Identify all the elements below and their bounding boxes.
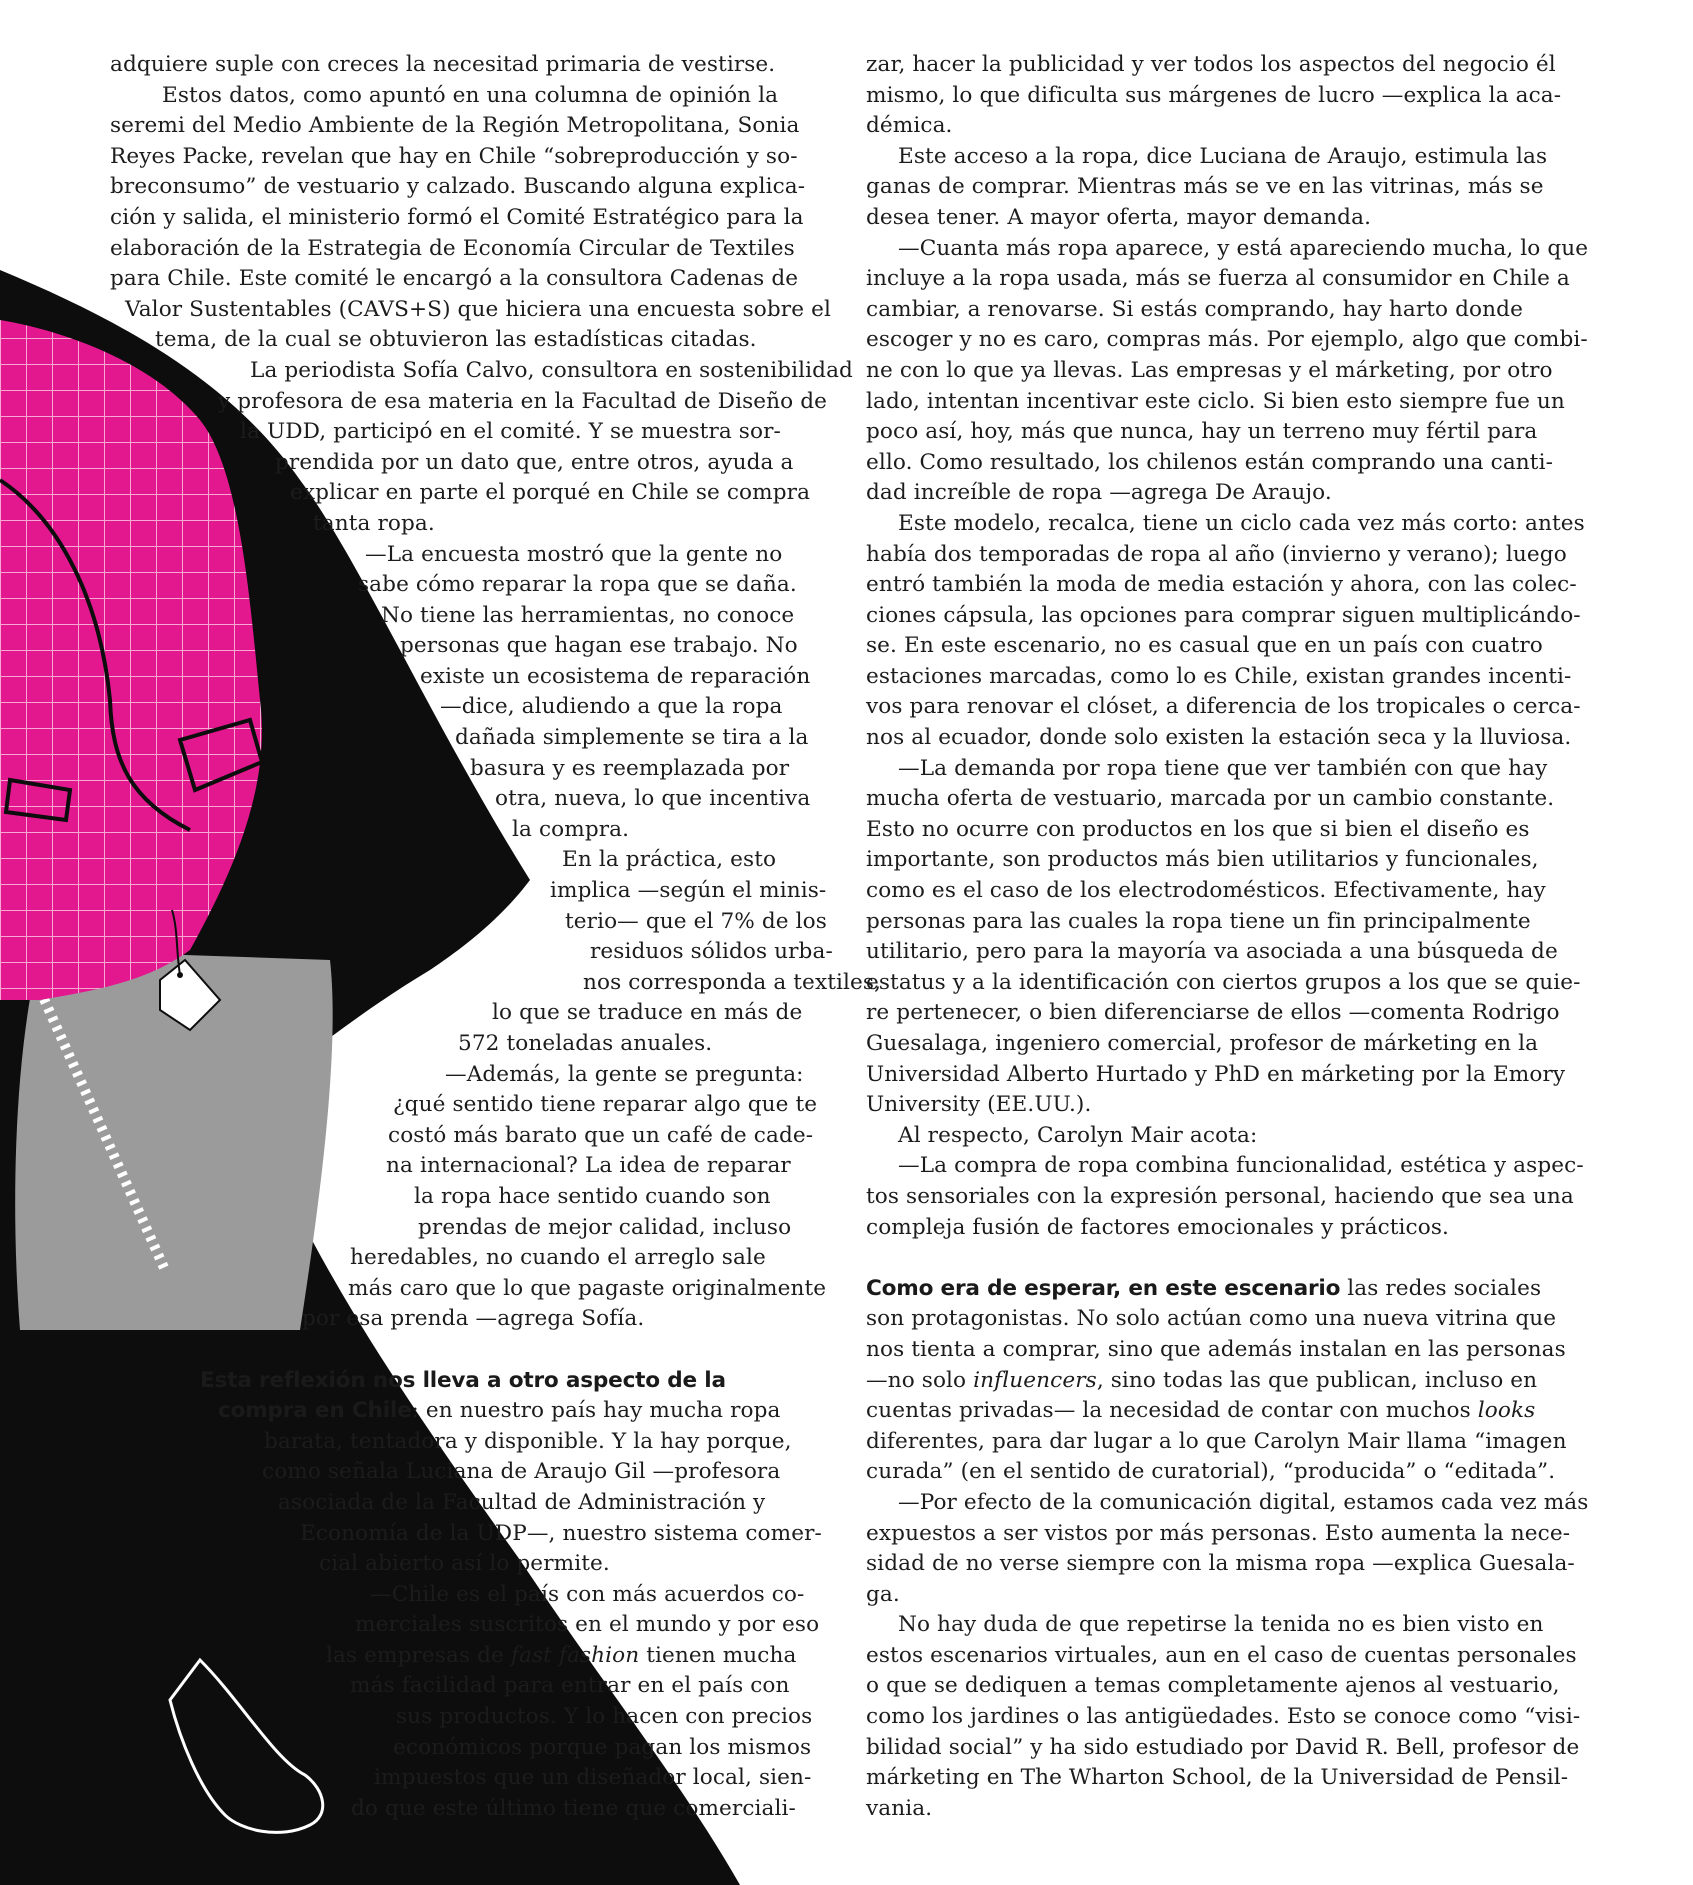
line-text: na internacional? La idea de reparar <box>386 1153 791 1179</box>
right-text-line <box>866 356 1586 387</box>
right-text-line <box>866 845 1586 876</box>
line-text: implica —según el minis- <box>550 878 827 904</box>
right-text-line <box>866 1610 1586 1641</box>
line-text: más facilidad para entrar en el país con <box>350 1673 790 1699</box>
line-text: poco así, hoy, más que nunca, hay un terreno muy fértil para <box>866 419 1538 445</box>
right-text-line <box>866 1366 1586 1397</box>
right-text-line <box>866 417 1586 448</box>
right-text-line <box>866 1641 1586 1672</box>
right-text-line <box>866 815 1586 846</box>
line-text: son protagonistas. No solo actúan como una nueva vitrina que <box>866 1306 1557 1332</box>
line-text: , sino todas las que publican, incluso en <box>1096 1367 1538 1393</box>
line-text: ciones cápsula, las opciones para comprar siguen multiplicándo- <box>866 602 1581 628</box>
line-text: la ropa hace sentido cuando son <box>414 1183 771 1209</box>
right-text-line <box>866 784 1586 815</box>
left-text-line <box>0 1029 830 1060</box>
line-text: estatus y a la identificación con ciertos grupos a los que se quie- <box>866 969 1581 995</box>
line-text: En la práctica, esto <box>562 847 777 873</box>
right-text-line <box>866 111 1586 142</box>
line-text: por esa prenda —agrega Sofía. <box>302 1306 645 1332</box>
line-text: márketing en The Wharton School, de la Universidad de Pensil- <box>866 1765 1569 1791</box>
line-text: utilitario, pero para la mayoría va asociada a una búsqueda de <box>866 939 1558 965</box>
left-text-line <box>0 754 830 785</box>
line-text: Estos datos, como apuntó en una columna de opinión la <box>162 82 779 108</box>
italic-term: looks <box>1477 1398 1536 1424</box>
right-text-line <box>866 81 1586 112</box>
line-text: las redes sociales <box>1340 1275 1542 1301</box>
right-text-line <box>866 1763 1586 1794</box>
right-text-line <box>866 172 1586 203</box>
line-text: basura y es reemplazada por <box>470 755 790 781</box>
line-text: desea tener. A mayor oferta, mayor demanda. <box>866 204 1372 230</box>
line-text: como señala Luciana de Araujo Gil —profesora <box>262 1459 781 1485</box>
line-text: mucha oferta de vestuario, marcada por un cambio constante. <box>866 786 1555 812</box>
left-text-line <box>0 876 830 907</box>
line-text: vos para renovar el clóset, a diferencia de los tropicales o cerca- <box>866 694 1581 720</box>
left-text-line <box>0 815 830 846</box>
line-text: la UDD, participó en el comité. Y se muestra sor- <box>240 419 781 445</box>
line-text: adquiere suple con creces la necesitad primaria de vestirse. <box>110 52 776 77</box>
line-text: impuestos que un diseñador local, sien- <box>374 1765 812 1791</box>
line-text: sabe cómo reparar la ropa que se daña. <box>358 572 797 598</box>
line-text: ¿qué sentido tiene reparar algo que te <box>393 1092 818 1118</box>
right-text-line <box>866 50 1586 81</box>
line-text: barata, tentadora y disponible. Y la hay porque, <box>264 1428 792 1454</box>
line-text: cambiar, a renovarse. Si estás comprando, hay harto donde <box>866 296 1523 322</box>
left-text-line <box>0 1304 830 1335</box>
left-text-line <box>0 417 830 448</box>
right-text-line <box>866 1794 1586 1825</box>
line-text: zar, hacer la publicidad y ver todos los aspectos del negocio él <box>866 52 1556 77</box>
left-text-line <box>0 1427 830 1458</box>
right-text-line <box>866 968 1586 999</box>
line-text: tos sensoriales con la expresión personal, haciendo que sea una <box>866 1183 1574 1209</box>
lead-in-bold: compra en Chile <box>218 1398 412 1424</box>
line-text: terio— que el 7% de los <box>565 908 827 934</box>
line-text: No tiene las herramientas, no conoce <box>381 602 795 628</box>
left-text-line <box>0 1396 830 1427</box>
left-text-line <box>0 1641 830 1672</box>
right-text-line <box>866 998 1586 1029</box>
right-text-line <box>866 1671 1586 1702</box>
lead-in-bold: Como era de esperar, en este escenario <box>866 1275 1341 1301</box>
line-text: —La compra de ropa combina funcionalidad, estética y aspec- <box>898 1153 1584 1179</box>
right-text-line <box>866 509 1586 540</box>
right-text-line <box>866 1121 1586 1152</box>
left-text-line <box>0 968 882 999</box>
line-text: estaciones marcadas, como lo es Chile, existan grandes incenti- <box>866 663 1572 689</box>
left-text-line <box>0 1580 830 1611</box>
right-text-line <box>866 1457 1586 1488</box>
line-text: Esto no ocurre con productos en los que si bien el diseño es <box>866 816 1530 842</box>
right-text-line <box>866 325 1586 356</box>
line-text: ne con lo que ya llevas. Las empresas y el márketing, por otro <box>866 357 1553 383</box>
line-text: ello. Como resultado, los chilenos están comprando una canti- <box>866 449 1553 475</box>
line-text: do que este último tiene que comerciali- <box>351 1795 796 1821</box>
left-text-line <box>0 1457 830 1488</box>
right-text-line <box>866 1519 1586 1550</box>
left-text-line <box>0 509 830 540</box>
right-text-line <box>866 723 1586 754</box>
left-text-line <box>0 1610 830 1641</box>
line-text: vania. <box>866 1795 933 1821</box>
left-text-line <box>0 1702 830 1733</box>
right-text-line <box>866 264 1586 295</box>
line-text: nos al ecuador, donde solo existen la estación seca y la lluviosa. <box>866 725 1572 751</box>
line-text: heredables, no cuando el arreglo sale <box>350 1245 766 1271</box>
right-text-line <box>866 142 1586 173</box>
line-text: dad increíble de ropa —agrega De Araujo. <box>866 480 1332 506</box>
line-text: 572 toneladas anuales. <box>458 1031 713 1056</box>
right-text-line <box>866 1029 1586 1060</box>
left-text-line <box>0 1243 830 1274</box>
left-text-line <box>0 937 833 968</box>
line-text: o que se dediquen a temas completamente ajenos al vestuario, <box>866 1673 1560 1699</box>
right-text-line <box>866 1274 1586 1305</box>
line-text: nos corresponda a textiles, <box>583 969 882 995</box>
left-text-line <box>0 1794 830 1825</box>
line-text: cial abierto así lo permite. <box>319 1551 610 1577</box>
left-text-line <box>0 325 830 356</box>
line-text: entró también la moda de media estación y ahora, con las colec- <box>866 572 1577 598</box>
left-text-line <box>0 1274 830 1305</box>
line-text: las empresas de <box>326 1642 511 1668</box>
left-text-line <box>0 264 830 295</box>
left-text-line <box>0 172 830 203</box>
right-text-line <box>866 1182 1586 1213</box>
left-text-line <box>0 1335 830 1366</box>
left-text-line <box>0 692 830 723</box>
right-text-line <box>866 1304 1586 1335</box>
left-text-line <box>0 1549 830 1580</box>
line-text: —La demanda por ropa tiene que ver también con que hay <box>898 755 1548 781</box>
right-text-line <box>866 448 1586 479</box>
left-text-line <box>0 1060 830 1091</box>
right-text-line <box>866 1549 1586 1580</box>
left-text-line <box>0 1121 830 1152</box>
lead-in-bold: Esta reflexión nos lleva a otro aspecto de la <box>200 1367 726 1393</box>
right-text-line <box>866 1090 1586 1121</box>
line-text: como es el caso de los electrodomésticos. Efectivamente, hay <box>866 878 1546 904</box>
line-text: tanta ropa. <box>313 510 435 536</box>
right-text-line <box>866 876 1586 907</box>
right-text-line <box>866 387 1586 418</box>
line-text: ga. <box>866 1581 900 1607</box>
right-text-line <box>866 203 1586 234</box>
left-text-line <box>0 1519 830 1550</box>
left-text-line <box>0 356 853 387</box>
line-text: residuos sólidos urba- <box>590 939 833 965</box>
line-text: importante, son productos más bien utilitarios y funcionales, <box>866 847 1539 873</box>
line-text: nos tienta a comprar, sino que además instalan en las personas <box>866 1336 1566 1362</box>
left-text-line <box>0 1763 830 1794</box>
line-text: había dos temporadas de ropa al año (invierno y verano); luego <box>866 541 1567 567</box>
left-text-line <box>0 631 830 662</box>
left-text-line <box>0 662 830 693</box>
right-text-line <box>866 1396 1586 1427</box>
left-text-line <box>0 570 830 601</box>
right-text-line <box>866 1733 1586 1764</box>
line-text: lado, intentan incentivar este ciclo. Si bien esto siempre fue un <box>866 388 1565 414</box>
right-text-line <box>866 907 1586 938</box>
line-text: University (EE.UU.). <box>866 1092 1092 1118</box>
right-text-line <box>866 662 1586 693</box>
line-text: La periodista Sofía Calvo, consultora en sostenibilidad <box>250 357 853 383</box>
italic-term: fast fashion <box>510 1642 640 1668</box>
right-text-line <box>866 631 1586 662</box>
line-text: —Por efecto de la comunicación digital, estamos cada vez más <box>898 1489 1589 1515</box>
line-text: para Chile. Este comité le encargó a la consultora Cadenas de <box>110 266 799 292</box>
left-column-text <box>0 50 882 1824</box>
line-text: asociada de la Facultad de Administración y <box>278 1489 766 1515</box>
right-text-line <box>866 478 1586 509</box>
right-text-line <box>866 754 1586 785</box>
line-text: Este acceso a la ropa, dice Luciana de Araujo, estimula las <box>898 143 1548 169</box>
right-text-line <box>866 1488 1589 1519</box>
line-text: elaboración de la Estrategia de Economía Circular de Textiles <box>110 235 795 261</box>
left-text-line <box>0 540 830 571</box>
right-text-line <box>866 1427 1586 1458</box>
line-text: incluye a la ropa usada, más se fuerza al consumidor en Chile a <box>866 266 1570 292</box>
left-text-line <box>0 998 830 1029</box>
left-text-line <box>0 723 830 754</box>
line-text: Guesalaga, ingeniero comercial, profesor de márketing en la <box>866 1031 1539 1056</box>
line-text: merciales suscritos en el mundo y por eso <box>355 1612 820 1638</box>
line-text: Universidad Alberto Hurtado y PhD en márketing por la Emory <box>866 1061 1566 1087</box>
left-text-line <box>0 1671 830 1702</box>
right-text-line <box>866 1151 1586 1182</box>
line-text: diferentes, para dar lugar a lo que Carolyn Mair llama “imagen <box>866 1428 1567 1454</box>
line-text: cuentas privadas— la necesidad de contar con muchos <box>866 1398 1478 1424</box>
left-text-line <box>0 784 830 815</box>
line-text: —Además, la gente se pregunta: <box>445 1061 804 1087</box>
left-text-line <box>0 601 830 632</box>
line-text: ción y salida, el ministerio formó el Comité Estratégico para la <box>110 204 804 230</box>
right-text-line <box>866 1702 1586 1733</box>
right-text-line <box>866 570 1586 601</box>
line-text: tema, de la cual se obtuvieron las estadísticas citadas. <box>155 327 757 353</box>
line-text: Al respecto, Carolyn Mair acota: <box>898 1122 1258 1148</box>
right-text-line <box>866 295 1586 326</box>
line-text: personas para las cuales la ropa tiene un fin principalmente <box>866 908 1531 934</box>
left-text-line <box>0 111 830 142</box>
right-text-line <box>866 540 1586 571</box>
line-text: tienen mucha <box>639 1642 797 1668</box>
line-text: sidad de no verse siempre con la misma ropa —explica Guesala- <box>866 1551 1575 1577</box>
left-text-line <box>0 142 830 173</box>
left-text-line <box>0 50 830 81</box>
line-text: No hay duda de que repetirse la tenida no es bien visto en <box>898 1612 1544 1638</box>
line-text: otra, nueva, lo que incentiva <box>495 786 811 812</box>
line-text: sus productos. Y lo hacen con precios <box>396 1704 813 1730</box>
line-text: démica. <box>866 113 953 139</box>
right-text-line <box>866 601 1586 632</box>
line-text: bilidad social” y ha sido estudiado por David R. Bell, profesor de <box>866 1734 1580 1760</box>
line-text: breconsumo” de vestuario y calzado. Buscando alguna explica- <box>110 174 806 200</box>
line-text: como los jardines o las antigüedades. Esto se conoce como “visi- <box>866 1704 1581 1730</box>
right-text-line <box>866 1243 1586 1274</box>
right-text-line <box>866 692 1586 723</box>
right-text-line <box>866 1335 1586 1366</box>
line-text: económicos porque pagan los mismos <box>393 1734 812 1760</box>
line-text: —no solo <box>866 1367 974 1393</box>
line-text: existe un ecosistema de reparación <box>420 663 811 689</box>
line-text: lo que se traduce en más de <box>492 1000 803 1026</box>
left-text-line <box>0 1733 830 1764</box>
left-text-line <box>0 448 830 479</box>
right-text-line <box>866 1213 1586 1244</box>
line-text: Valor Sustentables (CAVS+S) que hiciera una encuesta sobre el <box>125 296 831 322</box>
line-text: compleja fusión de factores emocionales y prácticos. <box>866 1214 1449 1240</box>
italic-term: influencers <box>973 1367 1097 1393</box>
line-text: re pertenecer, o bien diferenciarse de ellos —comenta Rodrigo <box>866 1000 1560 1026</box>
line-text: prendida por un dato que, entre otros, ayuda a <box>275 449 794 475</box>
left-text-line <box>0 1366 830 1397</box>
line-text: la compra. <box>512 816 630 842</box>
line-text: expuestos a ser vistos por más personas. Esto aumenta la nece- <box>866 1520 1571 1546</box>
line-text: personas que hagan ese trabajo. No <box>400 633 798 659</box>
left-text-line <box>0 1090 830 1121</box>
line-text: ganas de comprar. Mientras más se ve en las vitrinas, más se <box>866 174 1544 200</box>
line-text: se. En este escenario, no es casual que en un país con cuatro <box>866 633 1543 659</box>
line-text: estos escenarios virtuales, aun en el caso de cuentas personales <box>866 1642 1577 1668</box>
line-text: curada” (en el sentido de curatorial), “producida” o “editada”. <box>866 1459 1556 1485</box>
line-text: y profesora de esa materia en la Facultad de Diseño de <box>218 388 828 414</box>
left-text-line <box>0 845 830 876</box>
left-text-line <box>0 295 830 326</box>
line-text: —Chile es el país con más acuerdos co- <box>370 1581 805 1607</box>
left-text-line <box>0 1488 830 1519</box>
line-text: escoger y no es caro, compras más. Por ejemplo, algo que combi- <box>866 327 1588 353</box>
line-text: más caro que lo que pagaste originalmente <box>348 1275 827 1301</box>
left-text-line <box>0 234 830 265</box>
right-text-line <box>866 1060 1586 1091</box>
left-text-line <box>0 1182 830 1213</box>
right-text-line <box>866 234 1589 265</box>
line-text: seremi del Medio Ambiente de la Región Metropolitana, Sonia <box>110 113 800 139</box>
line-text: mismo, lo que dificulta sus márgenes de lucro —explica la aca- <box>866 82 1562 108</box>
line-text: Este modelo, recalca, tiene un ciclo cada vez más corto: antes <box>898 510 1585 536</box>
line-text: —dice, aludiendo a que la ropa <box>440 694 783 720</box>
line-text: —La encuesta mostró que la gente no <box>365 541 783 567</box>
line-text: : en nuestro país hay mucha ropa <box>411 1398 781 1424</box>
right-text-line <box>866 1580 1586 1611</box>
line-text: costó más barato que un café de cade- <box>388 1122 814 1148</box>
line-text: Reyes Packe, revelan que hay en Chile “sobreproducción y so- <box>110 143 798 169</box>
left-text-line <box>0 907 830 938</box>
left-text-line <box>0 203 830 234</box>
line-text: dañada simplemente se tira a la <box>455 725 809 751</box>
left-text-line <box>0 1213 830 1244</box>
right-text-line <box>866 937 1586 968</box>
line-text: Economía de la UDP—, nuestro sistema comer- <box>300 1520 822 1546</box>
line-text: —Cuanta más ropa aparece, y está apareciendo mucha, lo que <box>898 235 1589 261</box>
left-text-line <box>0 387 830 418</box>
line-text: prendas de mejor calidad, incluso <box>418 1214 792 1240</box>
left-text-line <box>0 1151 830 1182</box>
left-text-line <box>0 81 830 112</box>
line-text: explicar en parte el porqué en Chile se compra <box>290 480 811 506</box>
left-text-line <box>0 478 830 509</box>
right-column-text <box>866 50 1589 1824</box>
